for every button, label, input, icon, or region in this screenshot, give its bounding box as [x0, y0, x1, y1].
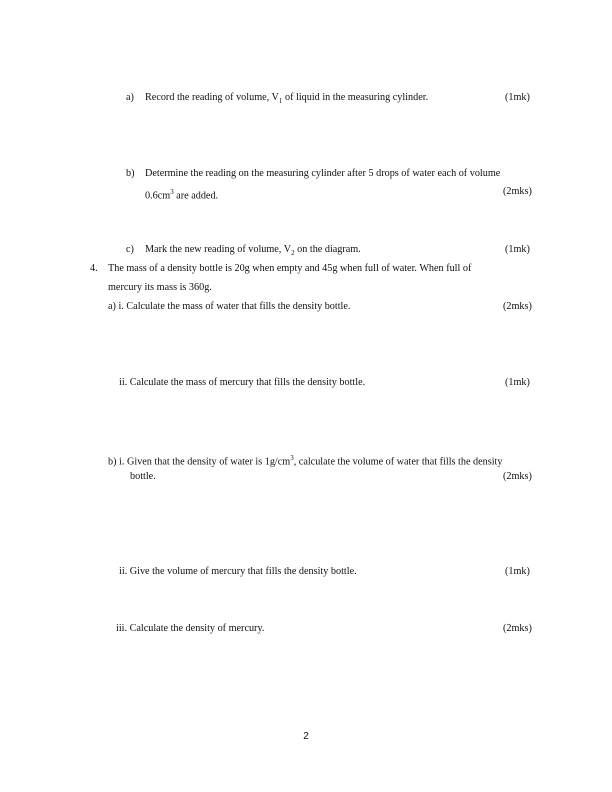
page-number: 2 — [303, 731, 309, 742]
q3a-text-post: of liquid in the measuring cylinder. — [282, 92, 429, 103]
q4-stem-line1: The mass of a density bottle is 20g when empty and 45g when full of water. When full of — [108, 263, 472, 274]
q4ai-marks: (2mks) — [503, 301, 532, 312]
q4bi-sup: 3 — [290, 454, 294, 462]
q3b-line2 — [145, 186, 218, 202]
q4-stem-line2: mercury its mass is 360g. — [108, 282, 212, 293]
q4bi-marks: (2mks) — [503, 471, 532, 482]
q3c-text — [145, 244, 361, 259]
q4bi-line1 — [108, 452, 502, 468]
q4biii-marks: (2mks) — [503, 623, 532, 634]
q4ai-text: a) i. Calculate the mass of water that fills the density bottle. — [108, 301, 351, 312]
q3a-text — [145, 92, 428, 107]
q4bi-line1-pre: b) i. Given that the density of water is 1g/cm — [108, 456, 291, 468]
q4bi-line1-post: , calculate the volume of water that fills the density — [293, 456, 503, 468]
q3b-sup: 3 — [170, 188, 174, 196]
q3b-marks: (2mks) — [503, 186, 532, 197]
q3c-marks: (1mk) — [505, 244, 530, 255]
q3c-label: c) — [126, 244, 134, 255]
q4bi-line2: bottle. — [130, 471, 156, 482]
q3a-marks: (1mk) — [505, 92, 530, 103]
q3b-label: b) — [126, 168, 135, 179]
q4aii-marks: (1mk) — [505, 377, 530, 388]
q3c-sub: 2 — [291, 249, 295, 258]
q4aii-text: ii. Calculate the mass of mercury that fills the density bottle. — [119, 377, 366, 388]
q3a-text-pre: Record the reading of volume, V — [145, 92, 279, 103]
q4bii-text: ii. Give the volume of mercury that fills the density bottle. — [119, 566, 357, 577]
q3b-line2-post: are added. — [173, 190, 219, 202]
q4bii-marks: (1mk) — [505, 566, 530, 577]
q4-number: 4. — [90, 263, 98, 274]
q3c-text-post: on the diagram. — [294, 244, 361, 255]
q3b-line1: Determine the reading on the measuring cylinder after 5 drops of water each of volume — [145, 168, 501, 179]
q3a-label: a) — [126, 92, 134, 103]
q3b-line2-pre: 0.6cm — [145, 190, 171, 202]
q3a-sub: 1 — [278, 97, 283, 106]
q4biii-text: iii. Calculate the density of mercury. — [116, 623, 265, 634]
q3c-text-pre: Mark the new reading of volume, V — [145, 244, 292, 255]
